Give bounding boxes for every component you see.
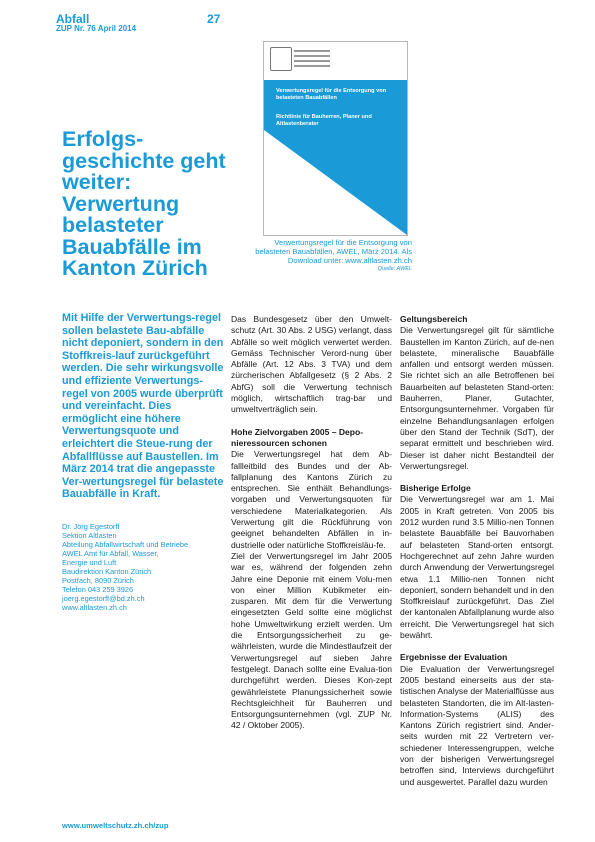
author-office: AWEL Amt für Abfall, Wasser, — [62, 549, 159, 558]
cover-title: Verwertungsregel für die Entsorgung von belasteten Bauabfällen — [276, 88, 387, 101]
paragraph-verwertungsregel: Die Verwertungsregel hat dem Ab-fallleitbild des Bundes und der Ab-fallplanung des Kantons Zürich zu entsprechen. Sie enthält Behandlungs-vorgaben und Verwertungsquoten für verschiedene Materialkategorien. Als Verwertung gilt die Rückführung von geeignet behandelten Abfällen in in-dustrielle oder natürliche Stoffkreisläu-fe. — [231, 449, 392, 550]
author-section: Sektion Altlasten — [62, 531, 117, 540]
author-website[interactable]: www.altlasten.zh.ch — [62, 603, 127, 612]
article-title: Erfolgs-geschichte geht weiter: Verwertung belasteter Bauabfälle im Kanton Zürich — [62, 127, 226, 280]
issue-label: ZUP Nr. 76 April 2014 — [56, 24, 137, 33]
image-caption: Verwertungsregel für die Entsorgung von belasteten Bauabfällen, AWEL, März 2014. Als Download unter: www.altlasten.zh.ch — [255, 238, 412, 265]
cover-subtitle: Richtlinie für Bauherren, Planer und Altlastenberater — [276, 114, 372, 127]
author-name: Dr. Jörg Egestorff — [62, 522, 120, 531]
page-number: 27 — [207, 12, 221, 26]
body-column-right — [400, 314, 554, 788]
section-label: Abfall — [56, 12, 90, 26]
author-phone: Telefon 043 259 3926 — [62, 585, 134, 594]
author-office-line2: Energie und Luft — [62, 558, 117, 567]
paragraph-ziel-2005: Ziel der Verwertungsregel im Jahr 2005 war es, während der folgenden zehn Jahre eine Deponie mit einem Volu-men von einer Million Kubikmeter ein-zusparen. Mit dem für die Verwertung eingesetzten Geld sollte eine möglichst hohe Umweltwirkung erzielt werden. Um die Entsorgungssicherheit zu ge-währleisten, wurde die Mindestlaufzeit der Verwertungsregel auf sieben Jahre festgelegt. Danach sollte eine Evalua-tion durchgeführt werden. Dieses Kon-zept gewährleistete Planungssicherheit sowie Rechtsgleichheit für Bauherren und Entsorgungsunternehmen (vgl. ZUP Nr. 42 / Oktober 2005). — [231, 550, 392, 731]
paragraph-bisherige-erfolge: Die Verwertungsregel war am 1. Mai 2005 in Kraft getreten. Von 2005 bis 2012 wurden rund 3.5 Millio-nen Tonnen belastete Bauabfälle bei Bauvorhaben auf belasteten Stand-orten entsorgt. Hochgerechnet auf zehn Jahre wurden durch Anwendung der Verwertungsregel etwa 1.1 Millio-nen Tonnen nicht deponiert, sondern behandelt und in den Stoffkreislauf zurückgeführt. Das Ziel der kantonalen Abfallplanung wurde also erreicht. Die Verwertungsregel hat sich bewährt. — [400, 494, 554, 641]
paragraph-geltungsbereich: Die Verwertungsregel gilt für sämtliche Baustellen im Kanton Zürich, auf de-nen belastete, mineralische Bauabfälle anfallen und entsorgt werden müssen. Sie richtet sich an alle Betroffenen bei Bauarbeiten auf belasteten Stand-orten: Bauherren, Planer, Gutachter, Entsorgungsunternehmer. Vorgaben für einzelne Behandlungsanlagen erfolgen über den Stand der Technik (SdT), der separat ermittelt und beschrieben wird. Dieser ist daher nicht Bestandteil der Verwertungsregel. — [400, 325, 554, 471]
author-block — [62, 522, 222, 612]
author-address: Postfach, 8090 Zürich — [62, 576, 134, 585]
heading-geltungsbereich: Geltungsbereich — [400, 314, 468, 324]
cover-header-lines — [294, 50, 330, 70]
intro-paragraph: Das Bundesgesetz über den Umwelt-schutz (Art. 30 Abs. 2 USG) verlangt, dass Abfälle so weit möglich verwertet werden. Gemäss Technischer Verord-nung über Abfälle (Art. 12 Abs. 3 TVA) und dem zürcherischen Abfallgesetz (§ 2 Abs. 2 AbfG) soll die Verwertung technisch möglich, wirtschaftlich trag-bar und umweltverträglich sein. — [231, 314, 392, 415]
heading-bisherige-erfolge: Bisherige Erfolge — [400, 483, 471, 494]
author-email[interactable]: joerg.egestorff@bd.zh.ch — [62, 594, 145, 603]
article-lead: Mit Hilfe der Verwertungs-regel sollen belastete Bau-abfälle nicht deponiert, sondern in den Stoffkreis-lauf zurückgeführt werden. Die sehr wirkungsvolle und effiziente Verwertungs-regel von 2005 wurde überprüft und vereinfacht. Dies ermöglicht eine höhere Verwertungsquote und erleichtert die Steue-rung der Abfallflüsse auf Baustellen. Im März 2014 trat die angepasste Ver-wertungsregel für belastete Bauabfälle in Kraft. — [62, 312, 224, 501]
paragraph-evaluation: Die Evaluation der Verwertungsregel 2005 bestand einerseits aus der sta-tistischen Analyse der Materialflüsse aus belasteten Standorten, die im Alt-lasten-Information-Systems (ALIS) des Kantons Zürich registriert sind. Ander-seits wurden mit 22 Vertretern ver-schiedener Interessengruppen, welche von der bisherigen Verwertungsregel betroffen sind, Interviews durchgeführt und ausgewertet. Parallel dazu wurden — [400, 663, 554, 787]
image-source: Quelle: AWEL — [377, 266, 412, 272]
footer-url[interactable]: www.umweltschutz.zh.ch/zup — [62, 821, 169, 830]
body-column-middle — [231, 314, 392, 732]
canton-logo-icon — [270, 47, 292, 71]
heading-evaluation: Ergebnisse der Evaluation — [400, 652, 508, 663]
author-department: Abteilung Abfallwirtschaft und Betriebe — [62, 540, 189, 549]
brochure-cover-image — [263, 41, 408, 236]
author-directorate: Baudirektion Kanton Zürich — [62, 567, 152, 576]
heading-zielvorgaben: Hohe Zielvorgaben 2005 – Depo-nieressourcen schonen — [231, 426, 364, 448]
